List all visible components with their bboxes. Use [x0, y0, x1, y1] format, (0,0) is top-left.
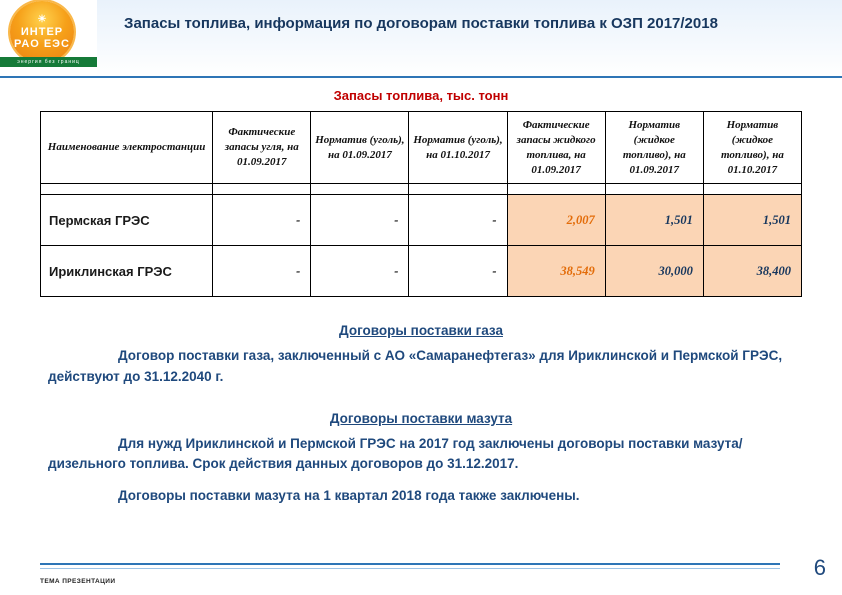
value-cell: 1,501 — [703, 195, 801, 246]
gas-contracts-heading: Договоры поставки газа — [339, 323, 503, 339]
spacer-row — [41, 184, 802, 195]
column-header-liquid-norm1: Норматив (жидкое топливо), на 01.09.2017 — [605, 112, 703, 184]
value-cell: 38,400 — [703, 246, 801, 297]
logo-text-line1: ИНТЕР — [20, 25, 64, 38]
plant-name-cell: Ириклинская ГРЭС — [41, 246, 213, 297]
column-header-liquid-norm2: Норматив (жидкое топливо), на 01.10.2017 — [703, 112, 801, 184]
company-logo — [0, 0, 97, 76]
table-header-row — [41, 112, 802, 184]
logo-text-line2: РАО ЕЭС — [14, 37, 70, 50]
logo-tagline: энергия без границ — [0, 57, 97, 67]
column-header-coal-actual: Фактические запасы угля, на 01.09.2017 — [213, 112, 311, 184]
footer-label: ТЕМА ПРЕЗЕНТАЦИИ — [40, 578, 116, 585]
mazut-contracts-text-1: Для нужд Ириклинской и Пермской ГРЭС на 2017 год заключены договоры поставки мазута/дизельного топлива. Срок действия данных договоров до 31.12.2017. — [48, 435, 743, 472]
table-row — [41, 195, 802, 246]
value-cell: 2,007 — [507, 195, 605, 246]
table-row — [41, 246, 802, 297]
slide-header — [0, 0, 842, 78]
value-cell: - — [213, 246, 311, 297]
page-number: 6 — [813, 555, 826, 580]
gas-contracts-text: Договор поставки газа, заключенный с АО «Самаранефтегаз» для Ириклинской и Пермской ГРЭС, действуют до 31.12.2040 г. — [48, 348, 783, 384]
value-cell: - — [311, 246, 409, 297]
value-cell: - — [409, 195, 507, 246]
value-cell: 38,549 — [507, 246, 605, 297]
column-header-liquid-actual: Фактические запасы жидкого топлива, на 01.09.2017 — [507, 112, 605, 184]
value-cell: 1,501 — [605, 195, 703, 246]
column-header-coal-norm2: Норматив (уголь), на 01.10.2017 — [409, 112, 507, 184]
value-cell: - — [311, 195, 409, 246]
value-cell: - — [213, 195, 311, 246]
fuel-reserves-table — [40, 111, 802, 297]
table-title: Запасы топлива, тыс. тонн — [333, 88, 509, 103]
page-title: Запасы топлива, информация по договорам поставки топлива к ОЗП 2017/2018 — [124, 15, 718, 32]
mazut-contracts-heading: Договоры поставки мазута — [329, 410, 513, 426]
mazut-contracts-text-2: Договоры поставки мазута на 1 квартал 2018 года также заключены. — [118, 488, 580, 504]
column-header-coal-norm1: Норматив (уголь), на 01.09.2017 — [311, 112, 409, 184]
logo-sun-circle — [10, 1, 74, 63]
value-cell: - — [409, 246, 507, 297]
sun-icon: ☀ — [37, 13, 47, 25]
footer-divider — [40, 563, 780, 569]
plant-name-cell: Пермская ГРЭС — [41, 195, 213, 246]
value-cell: 30,000 — [605, 246, 703, 297]
column-header-plant: Наименование электростанции — [41, 112, 213, 184]
